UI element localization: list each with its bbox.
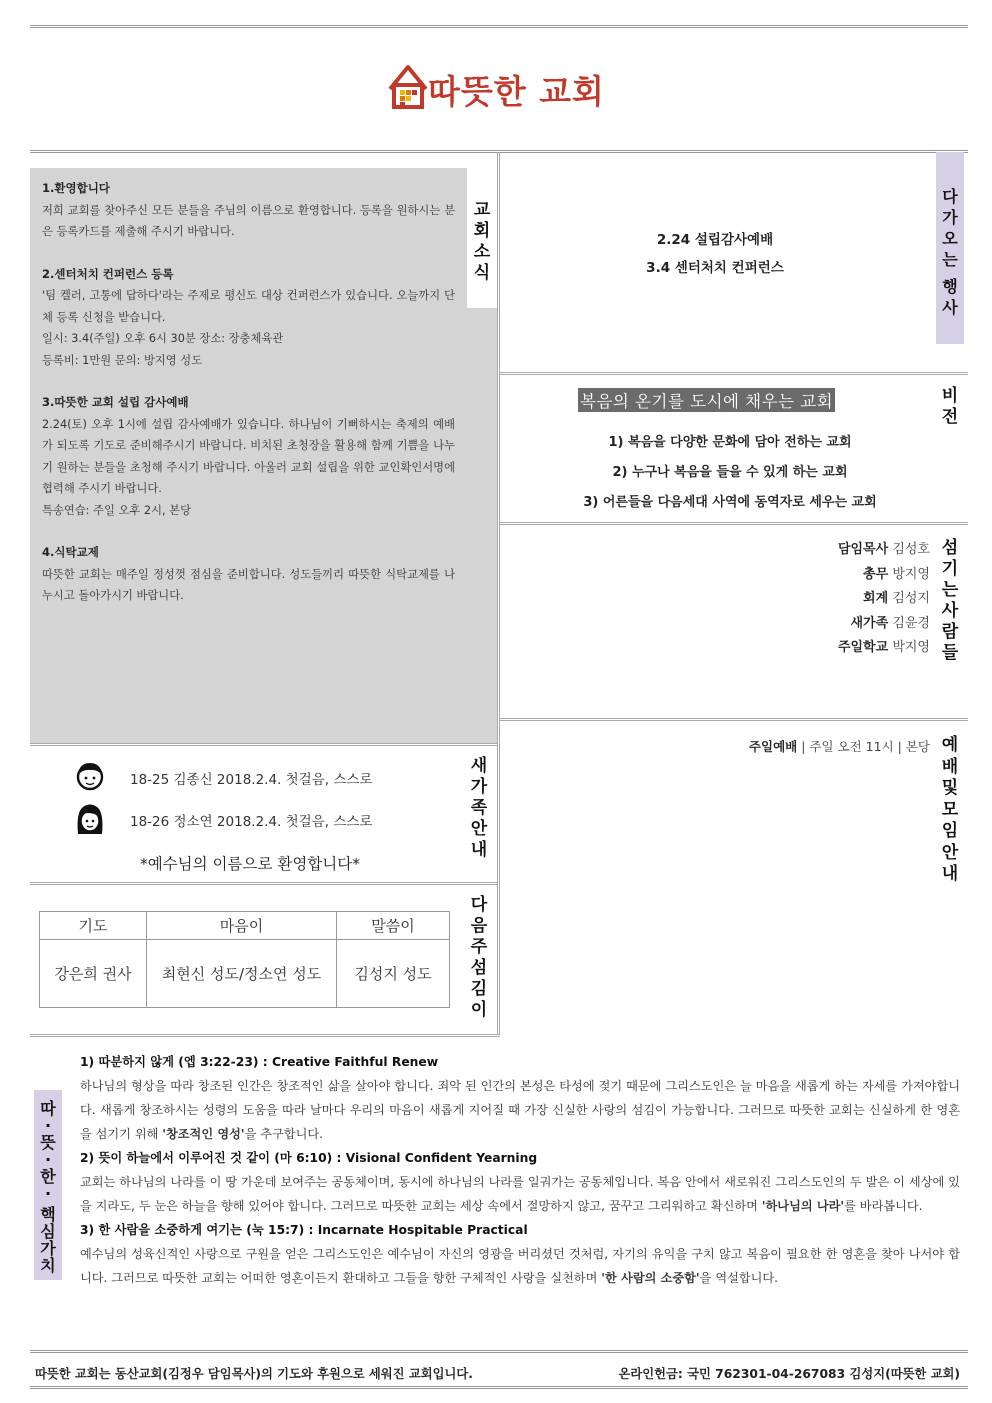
events-rule <box>500 372 968 375</box>
news-item-title: 1.환영합니다 <box>42 181 110 195</box>
vision-item: 2) 누구나 복음을 들을 수 있게 하는 교회 <box>612 465 848 480</box>
column-divider <box>497 152 500 1035</box>
church-name-title: 따뜻한 교회 <box>428 72 605 111</box>
events-list <box>500 226 930 282</box>
core-value-emphasis: '하나님의 나라' <box>761 1199 845 1213</box>
news-item-body: 저희 교회를 찾아주신 모든 분들을 주님의 이름으로 환영합니다. 등록을 원하시는 분은 등록카드를 제출해 주시기 바랍니다. <box>42 203 455 238</box>
worship-label: 예 배 및 모 임 안 내 <box>941 735 959 884</box>
news-item-line: 특송연습: 주일 오후 2시, 본당 <box>42 503 191 517</box>
core-value-emphasis: '창조적인 영성' <box>162 1127 245 1141</box>
news-item-line: 일시: 3.4(주일) 오후 6시 30분 장소: 장충체육관 <box>42 332 284 345</box>
core-value-item: 2) 뜻이 하늘에서 이루어진 것 같이 (마 6:10) : Visional Confident Yearning 교회는 하나님의 나라를 이 땅 가운데 보여주는 공동체이며, 동시에 하나님의 나라를 일궈가는 공동체입니다. 복음 안에서 새로워진 그리스도인의 두 발은 이 세상에 있을 지라도, 두 눈은 하늘을 향해 있어야 합니다. 그러므로 따뜻한 교회는 세상 속에서 절망하지 않고, 꿈꾸고 그리워하고 확신하며 '하나님의 나라'를 바라봅니다. <box>80 1146 960 1218</box>
events-label: 다 가 오 는 행 사 <box>942 187 958 317</box>
male-avatar-icon <box>75 760 105 794</box>
newcomer-info: 18-26 정소연 2018.2.4. 첫걸음, 스스로 <box>130 814 373 830</box>
servants-rule <box>500 718 968 721</box>
table-header-row <box>40 912 450 940</box>
worship-place: 본당 <box>905 739 930 754</box>
news-item <box>42 264 455 372</box>
female-avatar-icon <box>75 802 105 836</box>
servants-list <box>700 538 930 661</box>
footer-rule <box>30 1350 968 1353</box>
core-values-section <box>80 1050 960 1290</box>
core-value-emphasis: '한 사람의 소중함' <box>601 1271 700 1285</box>
vision-item: 1) 복음을 다양한 문화에 담아 전하는 교회 <box>608 435 852 450</box>
news-item-body: '팀 켈러, 고통에 답하다'라는 주제로 평신도 대상 컨퍼런스가 있습니다. 오늘까지 단체 등록 신청을 받습니다. <box>42 289 455 324</box>
worship-info: 주일예배 | 주일 오전 11시 | 본당 <box>748 739 930 754</box>
newcomer-info: 18-25 김종신 2018.2.4. 첫걸음, 스스로 <box>130 772 373 788</box>
news-item-body: 따뜻한 교회는 매주일 정성껏 점심을 준비합니다. 성도들끼리 따뜻한 식탁교제를 나누시고 돌아가시기 바랍니다. <box>42 567 455 602</box>
news-item-body: 2.24(토) 오후 1시에 설립 감사예배가 있습니다. 하나님이 기뻐하시는 축제의 예배가 되도록 기도로 준비해주시기 바랍니다. 비치된 초청장을 활용해 함께 기쁨을 나누기 원하는 분들을 초청해 주시기 바랍니다. 아울러 교회 설립을 위한 교인확인서명에 협력해 주시기 바랍니다. <box>42 417 455 495</box>
vision-rule <box>500 522 968 525</box>
servant-row: 회계 김성지 <box>863 591 930 606</box>
table-header-prayer: 기도 <box>40 912 147 940</box>
news-item-line: 등록비: 1만원 문의: 방지영 성도 <box>42 353 203 367</box>
event-item: 2.24 설립감사예배 <box>656 232 774 248</box>
news-item-title: 4.식탁교제 <box>42 545 99 559</box>
news-item <box>42 392 455 521</box>
table-bottom-rule <box>30 1034 500 1037</box>
servant-row: 주일학교 박지영 <box>837 640 930 655</box>
vision-item: 3) 어른들을 다음세대 사역에 동역자로 세우는 교회 <box>583 495 877 510</box>
worship-time: 주일 오전 11시 <box>809 739 894 754</box>
core-value-title: 3) 한 사람을 소중하게 여기는 (눅 15:7) : Incarnate Hospitable Practical <box>80 1223 528 1237</box>
servant-row: 담임목사 김성호 <box>837 542 930 557</box>
newcomers-label: 새 가 족 안 내 <box>470 756 488 860</box>
news-panel-extension <box>467 308 498 743</box>
newcomers-bottom-rule <box>30 882 497 885</box>
table-row <box>40 940 450 1008</box>
event-item: 3.4 센터처치 컨퍼런스 <box>646 260 784 276</box>
next-week-servants-table <box>39 911 450 1008</box>
news-item-title: 3.따뜻한 교회 설립 감사예배 <box>42 395 189 409</box>
core-value-title: 1) 따분하지 않게 (엡 3:22-23) : Creative Faithful Renew <box>80 1055 439 1069</box>
top-rule <box>30 25 968 28</box>
vision-list <box>500 428 960 518</box>
news-item <box>42 542 455 607</box>
servants-label: 섬 기 는 사 람 들 <box>941 538 959 663</box>
church-news-label: 교 회 소 식 <box>473 200 491 283</box>
vision-title: 복음의 온기를 도시에 채우는 교회 <box>578 388 835 412</box>
vision-label: 비 전 <box>941 386 959 427</box>
table-cell: 강은희 권사 <box>40 940 147 1008</box>
footer-online-offering: 온라인헌금: 국민 762301-04-267083 김성지(따뜻한 교회) <box>618 1367 960 1381</box>
table-cell: 김성지 성도 <box>337 940 450 1008</box>
footer-sponsor-note: 따뜻한 교회는 동산교회(김정우 담임목사)의 기도와 후원으로 세워진 교회입니다. <box>35 1367 473 1381</box>
newcomers-top-rule <box>30 743 497 746</box>
core-value-item: 1) 따분하지 않게 (엡 3:22-23) : Creative Faithful Renew 하나님의 형상을 따라 창조된 인간은 창조적인 삶을 살아야 합니다. 죄악 된 인간의 본성은 타성에 젖기 때문에 그리스도인은 늘 마음을 새롭게 하는 자세를 가져야합니다. 새롭게 창조하시는 성령의 도움을 따라 날마다 우리의 마음이 새롭게 지어질 때 가장 신실한 사랑의 섬김이 가능합니다. 그러므로 따뜻한 교회는 신실하게 한 영혼을 섬기기 위해 '창조적인 영성'을 추구합니다. <box>80 1050 960 1146</box>
servant-row: 총무 방지영 <box>863 566 930 582</box>
servant-row: 새가족 김윤경 <box>850 615 930 631</box>
bottom-rule <box>30 1386 968 1389</box>
worship-name: 주일예배 <box>748 739 798 754</box>
table-header-heart: 마음이 <box>147 912 337 940</box>
church-news-panel <box>30 168 467 743</box>
welcome-message: *예수님의 이름으로 환영합니다* <box>139 855 360 873</box>
core-value-item: 3) 한 사람을 소중하게 여기는 (눅 15:7) : Incarnate Hospitable Practical 예수님의 성육신적인 사랑으로 구원을 얻은 그리스도인은 예수님이 자신의 영광을 버리셨던 것처럼, 자기의 유익을 구치 않고 복음이 필요한 한 영혼을 찾아 나서야 합니다. 그러므로 따뜻한 교회는 어떠한 영혼이든지 환대하고 그들을 향한 구체적인 사랑을 실천하며 '한 사람의 소중함'을 역설합니다. <box>80 1218 960 1290</box>
next-week-label: 다 음 주 섬 김 이 <box>470 895 488 1020</box>
table-header-word: 말씀이 <box>337 912 450 940</box>
news-item-title: 2.센터처치 컨퍼런스 등록 <box>42 266 174 281</box>
core-value-title: 2) 뜻이 하늘에서 이루어진 것 같이 (마 6:10) : Visional Confident Yearning <box>80 1151 538 1165</box>
news-item <box>42 178 455 243</box>
table-cell: 최현신 성도/정소연 성도 <box>147 940 337 1008</box>
core-values-label: 따 · 뜻 · 한 · 핵 심 가 치 <box>40 1099 56 1275</box>
